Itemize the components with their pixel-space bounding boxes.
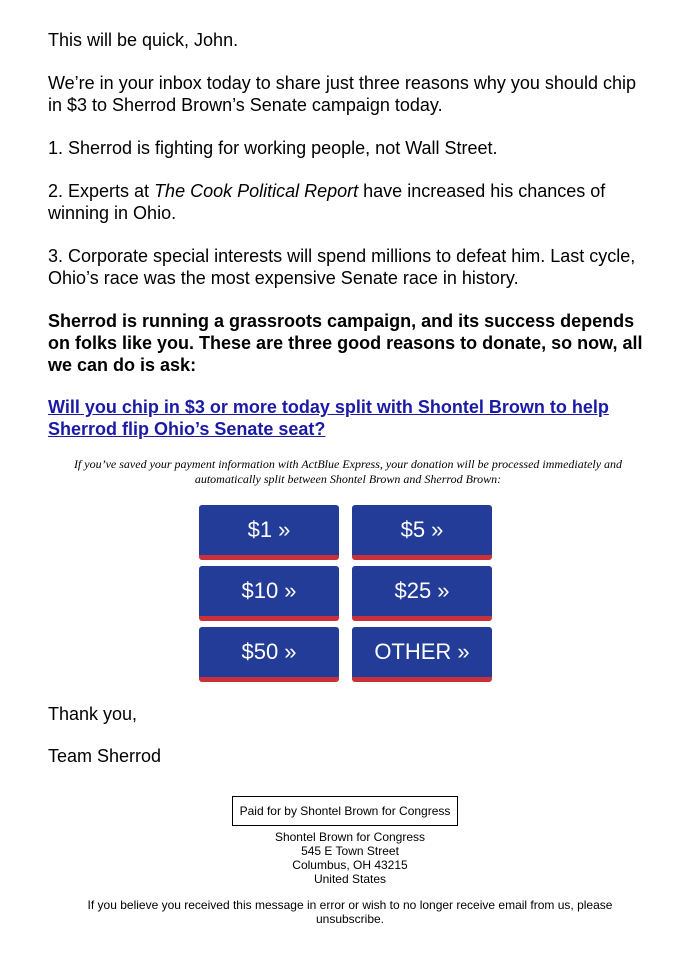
greeting-text: This will be quick, John. xyxy=(48,30,239,50)
donate-other-button[interactable]: OTHER » xyxy=(352,627,492,682)
intro-paragraph: We’re in your inbox today to share just three reasons why you should chip in $3 to Sherrod Brown’s Senate campaign today. xyxy=(48,73,636,115)
reason-2-suffix: have increased his chances of winning in Ohio. xyxy=(48,181,606,223)
donate-cta-link[interactable]: Will you chip in $3 or more today split with Shontel Brown to help Sherrod flip Ohio’s Senate seat? xyxy=(48,397,609,439)
reason-2 xyxy=(48,180,648,224)
cta-paragraph xyxy=(48,396,648,440)
actblue-express-note: If you’ve saved your payment information with ActBlue Express, your donation will be processed immediately and automatically split between Shontel Brown and Sherrod Brown: xyxy=(73,457,623,486)
donate-5-button[interactable]: $5 » xyxy=(352,505,492,560)
thank-you-text: Thank you, xyxy=(48,704,138,724)
reason-1: 1. Sherrod is fighting for working people, not Wall Street. xyxy=(48,138,498,158)
street-address: 545 E Town Street xyxy=(301,844,399,858)
reason-2-prefix: 2. Experts at xyxy=(48,181,155,201)
unsubscribe-text[interactable]: If you believe you received this message in error or wish to no longer receive email from us, please unsubscribe. xyxy=(87,898,613,926)
country: United States xyxy=(313,872,387,886)
mailing-address xyxy=(0,830,700,886)
donate-10-button[interactable]: $10 » xyxy=(199,566,339,621)
city-state-zip: Columbus, OH 43215 xyxy=(292,858,408,872)
donate-25-button[interactable]: $25 » xyxy=(352,566,492,621)
paid-for-disclaimer: Paid for by Shontel Brown for Congress xyxy=(232,796,458,826)
donate-50-button[interactable]: $50 » xyxy=(199,627,339,682)
signature-text: Team Sherrod xyxy=(48,746,162,766)
reason-3: 3. Corporate special interests will spend millions to defeat him. Last cycle, Ohio’s race was the most expensive Senate race in history. xyxy=(48,246,636,288)
cook-report-title: The Cook Political Report xyxy=(154,181,359,201)
bold-ask-paragraph: Sherrod is running a grassroots campaign, and its success depends on folks like you. These are three good reasons to donate, so now, all we can do is ask: xyxy=(48,311,643,375)
donate-1-button[interactable]: $1 » xyxy=(199,505,339,560)
org-name: Shontel Brown for Congress xyxy=(274,830,426,844)
